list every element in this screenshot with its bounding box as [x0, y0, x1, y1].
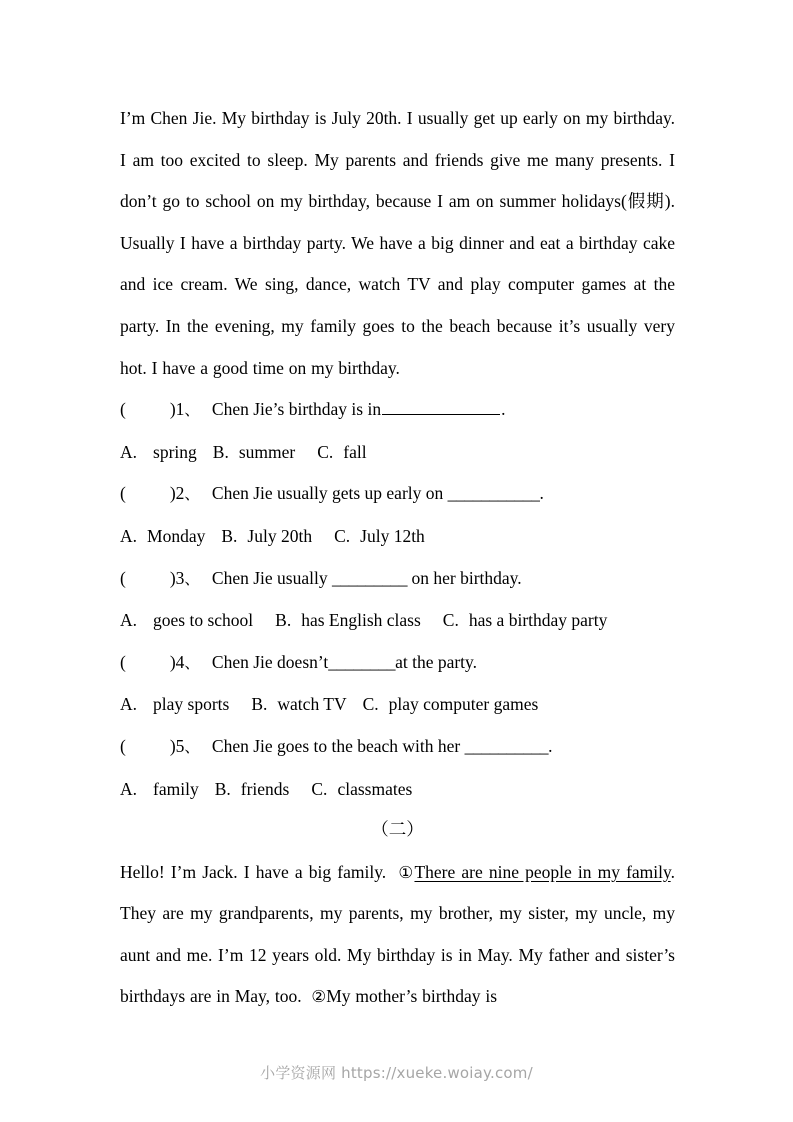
question-1-option-b-text[interactable]: summer — [238, 441, 296, 462]
question-3-option-b-text[interactable]: has English class — [301, 610, 421, 631]
passage-two-text — [120, 852, 675, 1018]
question-2-option-b-text[interactable]: July 20th — [247, 525, 313, 546]
question-4-option-a-text[interactable]: play sports — [153, 694, 230, 715]
question-2-stem-tail: . — [539, 483, 544, 504]
passage-one-text: I’m Chen Jie. My birthday is July 20th. I usually get up early on my birthday. I am too excited to sleep. My parents and friends give me many presents. I don’t go to school on my birthday, because I am on summer holidays(假期). Usually I have a birthday party. We have a big dinner and eat a birthday cake and ice cream. We sing, dance, watch TV and play computer games at the party. In the evening, my family goes to the beach because it’s usually very hot. I have a good time on my birthday. — [120, 108, 675, 378]
question-2-option-c-text[interactable]: July 12th — [360, 525, 425, 546]
question-5-stem-tail: . — [548, 735, 553, 756]
annotation-marker-two: ② — [311, 987, 327, 1007]
passage-two-lead: Hello! I’m Jack. I have a big family. — [120, 861, 387, 882]
question-1-option-c-text[interactable]: fall — [343, 441, 367, 462]
question-2-options — [120, 516, 675, 558]
question-5-separator: 、 — [184, 737, 200, 756]
question-5-option-b-text[interactable]: friends — [240, 778, 290, 799]
question-3-option-c-text[interactable]: has a birthday party — [468, 610, 608, 631]
question-3-stem-tail: on her birthday. — [411, 567, 522, 588]
question-3-option-a-letter[interactable]: A. — [120, 610, 138, 631]
question-4-option-a-letter[interactable]: A. — [120, 694, 138, 715]
question-2-option-a-text[interactable]: Monday — [147, 525, 206, 546]
question-1-option-b-letter[interactable]: B. — [212, 441, 229, 462]
question-1-answer-box[interactable] — [120, 399, 176, 419]
underlined-sentence-one: There are nine people in my family — [414, 861, 671, 882]
question-2-number: 2 — [175, 483, 185, 504]
question-5-options — [120, 769, 675, 811]
question-3-separator: 、 — [184, 569, 200, 588]
question-1-options — [120, 432, 675, 474]
question-1-stem: Chen Jie’s birthday is in — [211, 399, 382, 420]
question-4-options — [120, 684, 675, 726]
watermark-footer — [0, 1062, 793, 1083]
question-4-option-c-text[interactable]: play computer games — [388, 694, 539, 715]
question-4-option-b-letter[interactable]: B. — [251, 694, 268, 715]
question-4-paren-open: ( — [120, 651, 126, 672]
question-5-option-c-text[interactable]: classmates — [337, 778, 413, 799]
question-3-paren-close: ) — [169, 567, 176, 588]
question-1-blank[interactable] — [382, 400, 500, 415]
question-4-stem: Chen Jie doesn’t — [211, 651, 329, 672]
question-1-separator: 、 — [184, 401, 200, 420]
question-4-option-b-text[interactable]: watch TV — [277, 694, 347, 715]
question-2-answer-box[interactable] — [120, 483, 176, 503]
question-1-option-a-letter[interactable]: A. — [120, 441, 138, 462]
question-3-options — [120, 600, 675, 642]
question-3-option-a-text[interactable]: goes to school — [153, 610, 254, 631]
document-content — [120, 98, 675, 1018]
question-5-answer-box[interactable] — [120, 736, 176, 756]
question-5-stem: Chen Jie goes to the beach with her — [211, 735, 461, 756]
question-5-number: 5 — [175, 735, 185, 756]
question-1-option-a-text[interactable]: spring — [153, 441, 197, 462]
question-2-option-a-letter[interactable]: A. — [120, 525, 138, 546]
question-3-number: 3 — [175, 567, 185, 588]
question-4-blank[interactable]: ________ — [328, 651, 396, 672]
question-3-line — [120, 558, 675, 601]
watermark-url: https://xueke.woiay.com/ — [341, 1064, 533, 1082]
watermark-site-name: 小学资源网 — [260, 1064, 337, 1082]
question-1-paren-close: ) — [169, 399, 176, 420]
question-2-option-b-letter[interactable]: B. — [221, 525, 238, 546]
question-5-blank[interactable]: __________ — [464, 735, 549, 756]
question-3-answer-box[interactable] — [120, 568, 176, 588]
question-3-stem: Chen Jie usually — [211, 567, 328, 588]
question-5-paren-close: ) — [169, 735, 176, 756]
question-4-answer-box[interactable] — [120, 652, 176, 672]
section-two-heading: （二） — [371, 820, 424, 841]
question-2-blank[interactable]: ___________ — [447, 483, 540, 504]
passage-two-trailing: My mother’s birthday is — [326, 986, 498, 1007]
question-4-number: 4 — [175, 651, 185, 672]
question-3-paren-open: ( — [120, 567, 126, 588]
question-2-option-c-letter[interactable]: C. — [334, 525, 351, 546]
question-4-paren-close: ) — [169, 651, 176, 672]
question-2-stem: Chen Jie usually gets up early on — [211, 483, 444, 504]
question-4-stem-tail: at the party. — [395, 651, 478, 672]
annotation-marker-one: ① — [398, 862, 415, 882]
question-4-separator: 、 — [184, 653, 200, 672]
question-3-option-c-letter[interactable]: C. — [442, 610, 459, 631]
question-5-option-a-letter[interactable]: A. — [120, 778, 138, 799]
question-5-option-b-letter[interactable]: B. — [214, 778, 231, 799]
question-3-blank[interactable]: _________ — [331, 567, 408, 588]
question-1-option-c-letter[interactable]: C. — [317, 441, 334, 462]
question-4-line — [120, 642, 675, 685]
passage-two-middle: . They are my grandparents, my parents, my brother, my sister, my uncle, my aunt and me. I’m 12 years old. My birthday is in May. My father and sister’s birthdays are in May, too. — [120, 861, 676, 1007]
question-3-option-b-letter[interactable]: B. — [275, 610, 292, 631]
question-5-option-a-text[interactable]: family — [153, 778, 199, 799]
question-5-option-c-letter[interactable]: C. — [311, 778, 328, 799]
question-2-separator: 、 — [184, 485, 200, 504]
question-2-paren-open: ( — [120, 483, 126, 504]
question-5-paren-open: ( — [120, 735, 126, 756]
question-1-line — [120, 389, 675, 432]
question-1-stem-tail: . — [501, 399, 506, 420]
question-4-option-c-letter[interactable]: C. — [362, 694, 379, 715]
question-2-line — [120, 473, 675, 516]
question-1-number: 1 — [175, 399, 185, 420]
question-1-paren-open: ( — [120, 399, 126, 420]
question-2-paren-close: ) — [169, 483, 176, 504]
question-5-line — [120, 726, 675, 769]
